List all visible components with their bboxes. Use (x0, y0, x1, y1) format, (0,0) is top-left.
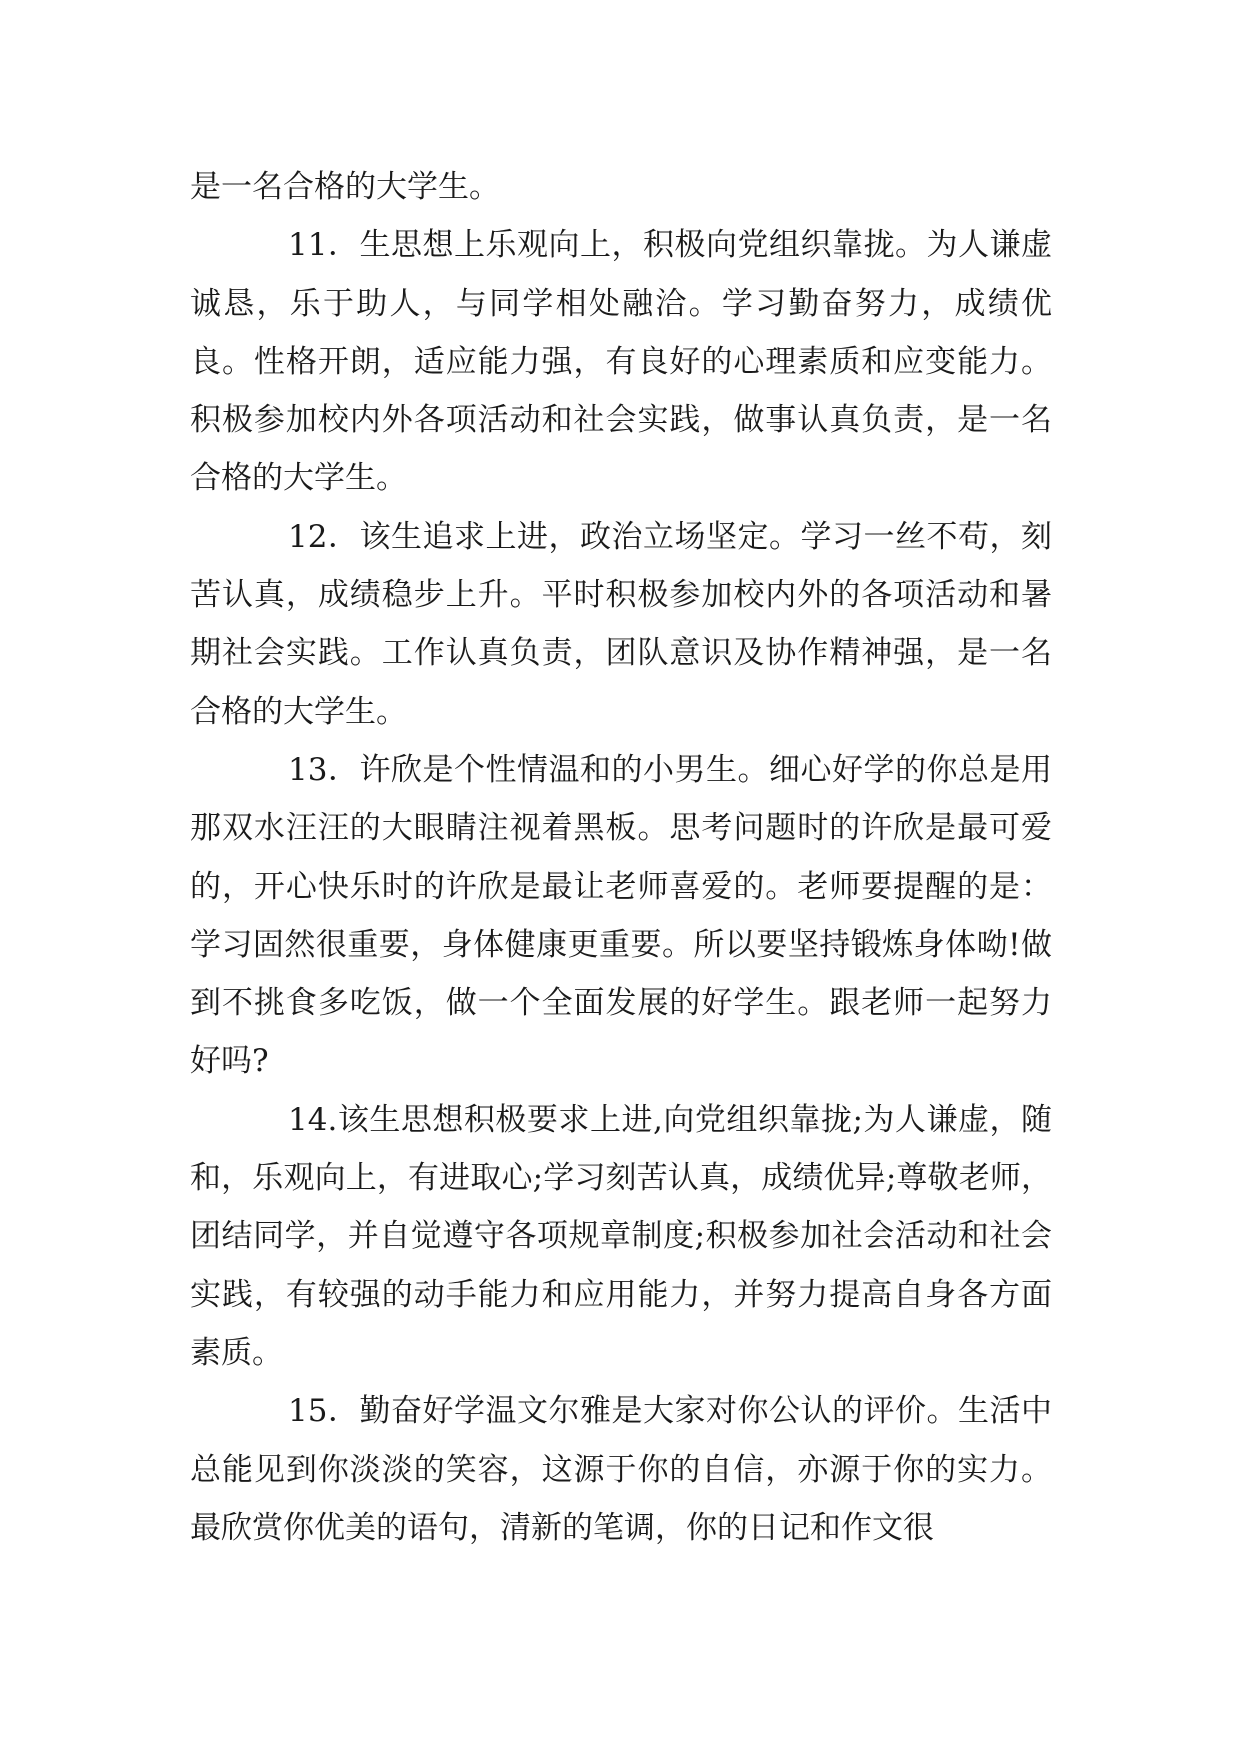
document-body (190, 158, 1052, 1557)
paragraph-11: 11．生思想上乐观向上，积极向党组织靠拢。为人谦虚诚恳，乐于助人，与同学相处融洽。学习勤奋努力，成绩优良。性格开朗，适应能力强，有良好的心理素质和应变能力。积极参加校内外各项活动和社会实践，做事认真负责，是一名合格的大学生。 (190, 227, 1052, 497)
paragraph-14: 14.该生思想积极要求上进,向党组织靠拢;为人谦虚，随和，乐观向上，有进取心;学习刻苦认真，成绩优异;尊敬老师，团结同学，并自觉遵守各项规章制度;积极参加社会活动和社会实践，有较强的动手能力和应用能力，并努力提高自身各方面素质。 (190, 1101, 1052, 1371)
paragraph-12: 12．该生追求上进，政治立场坚定。学习一丝不苟，刻苦认真，成绩稳步上升。平时积极参加校内外的各项活动和暑期社会实践。工作认真负责，团队意识及协作精神强，是一名合格的大学生。 (190, 518, 1052, 730)
paragraph-13: 13．许欣是个性情温和的小男生。细心好学的你总是用那双水汪汪的大眼睛注视着黑板。思考问题时的许欣是最可爱的，开心快乐时的许欣是最让老师喜爱的。老师要提醒的是：学习固然很重要，身体健康更重要。所以要坚持锻炼身体呦!做到不挑食多吃饭，做一个全面发展的好学生。跟老师一起努力好吗? (190, 751, 1052, 1080)
paragraph-15: 15．勤奋好学温文尔雅是大家对你公认的评价。生活中总能见到你淡淡的笑容，这源于你的自信，亦源于你的实力。最欣赏你优美的语句，清新的笔调，你的日记和作文很 (190, 1393, 1052, 1546)
paragraph-10-continuation: 是一名合格的大学生。 (190, 169, 500, 205)
